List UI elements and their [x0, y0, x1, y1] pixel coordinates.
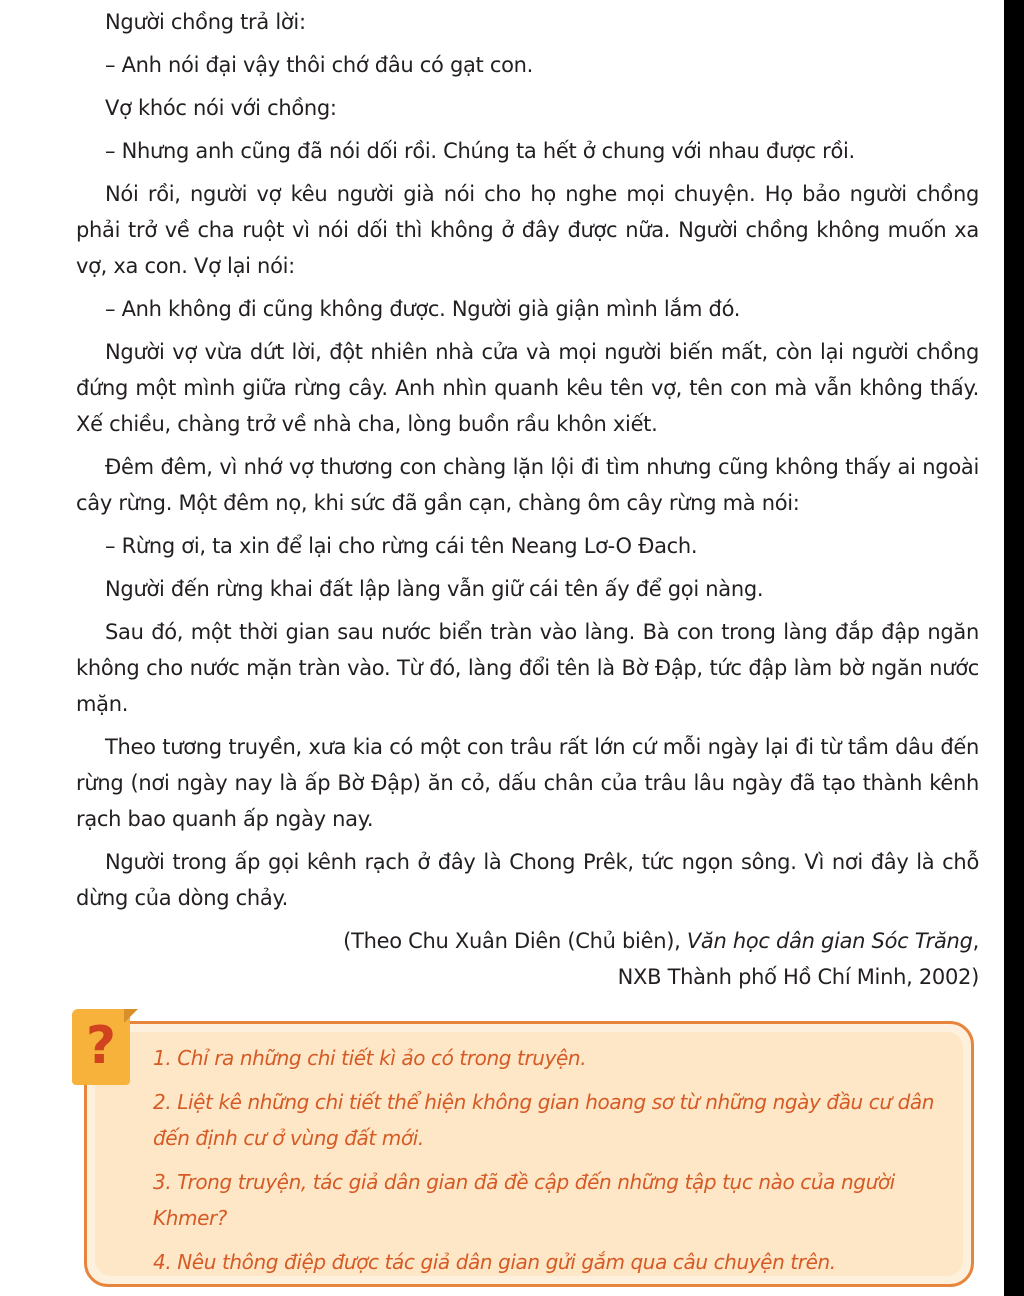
dialogue-line: – Nhưng anh cũng đã nói dối rồi. Chúng ta hết ở chung với nhau được rồi. — [105, 139, 855, 163]
question-item: 4. Nêu thông điệp được tác giả dân gian gửi gắm qua câu chuyện trên. — [153, 1250, 836, 1274]
question-item: 3. Trong truyện, tác giả dân gian đã đề cập đến những tập tục nào của người Khmer? — [153, 1170, 895, 1230]
paragraph: Nói rồi, người vợ kêu người già nói cho họ nghe mọi chuyện. Họ bảo người chồng phải trở về cha ruột vì nói dối thì không ở đây được nữa. Người chồng không muốn xa vợ, xa con. Vợ lại nói: — [76, 182, 979, 278]
paragraph: Người chồng trả lời: — [105, 10, 306, 34]
question-list — [153, 1040, 953, 1280]
dialogue-line: – Anh nói đại vậy thôi chớ đâu có gạt con. — [105, 53, 534, 77]
citation-prefix: (Theo Chu Xuân Diên (Chủ biên), — [343, 929, 687, 953]
paragraph: Đêm đêm, vì nhớ vợ thương con chàng lặn lội đi tìm nhưng cũng không thấy ai ngoài cây rừng. Một đêm nọ, khi sức đã gần cạn, chàng ôm cây rừng mà nói: — [76, 455, 979, 515]
paragraph: Vợ khóc nói với chồng: — [105, 96, 337, 120]
story-passage — [76, 4, 979, 995]
citation-publisher: NXB Thành phố Hồ Chí Minh, 2002) — [617, 965, 979, 989]
dialogue-line: – Anh không đi cũng không được. Người già giận mình lắm đó. — [105, 297, 741, 321]
citation — [76, 923, 979, 959]
question-mark-icon: ? — [85, 1016, 117, 1076]
paragraph: Theo tương truyền, xưa kia có một con trâu rất lớn cứ mỗi ngày lại đi từ tầm dâu đến rừng (nơi ngày nay là ấp Bờ Đập) ăn cỏ, dấu chân của trâu lâu ngày đã tạo thành kênh rạch bao quanh ấp ngày nay. — [76, 735, 979, 831]
dialogue-line: – Rừng ơi, ta xin để lại cho rừng cái tên Neang Lơ-O Đach. — [105, 534, 698, 558]
question-item: 2. Liệt kê những chi tiết thể hiện không gian hoang sơ từ những ngày đầu cư dân đến định cư ở vùng đất mới. — [153, 1090, 935, 1150]
paragraph: Sau đó, một thời gian sau nước biển tràn vào làng. Bà con trong làng đắp đập ngăn không cho nước mặn tràn vào. Từ đó, làng đổi tên là Bờ Đập, tức đập làm bờ ngăn nước mặn. — [76, 620, 979, 716]
paragraph: Người đến rừng khai đất lập làng vẫn giữ cái tên ấy để gọi nàng. — [105, 577, 764, 601]
question-item: 1. Chỉ ra những chi tiết kì ảo có trong truyện. — [153, 1046, 587, 1070]
citation-book-title: Văn học dân gian Sóc Trăng — [686, 929, 973, 953]
citation-comma: , — [972, 929, 979, 953]
paragraph: Người trong ấp gọi kênh rạch ở đây là Chong Prêk, tức ngọn sông. Vì nơi đây là chỗ dừng của dòng chảy. — [76, 850, 979, 910]
paragraph: Người vợ vừa dứt lời, đột nhiên nhà cửa và mọi người biến mất, còn lại người chồng đứng một mình giữa rừng cây. Anh nhìn quanh kêu tên vợ, tên con mà vẫn không thấy. Xế chiều, chàng trở về nhà cha, lòng buồn rầu khôn xiết. — [76, 340, 979, 436]
